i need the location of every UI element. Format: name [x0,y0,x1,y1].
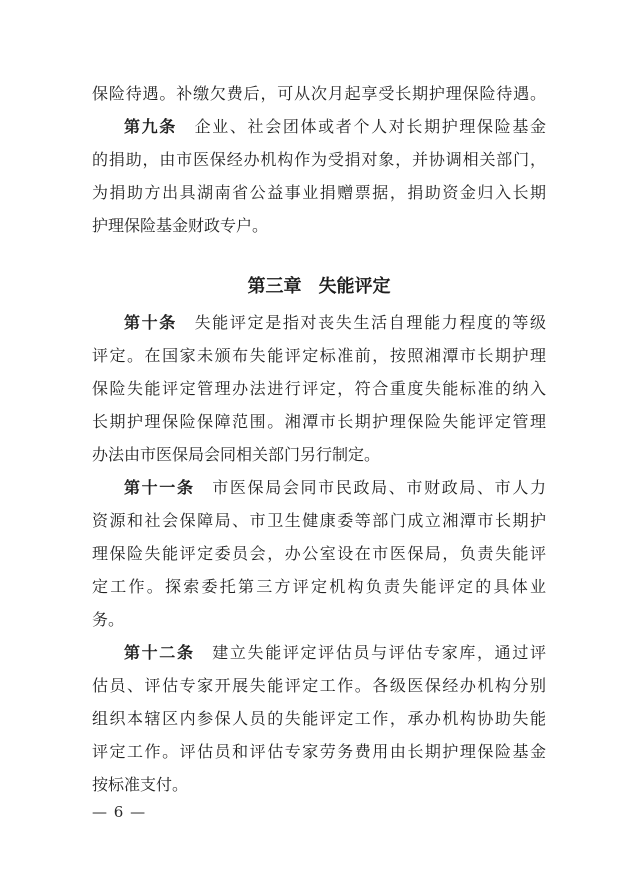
article-number-label: 第十条 [124,313,177,332]
body-line [92,77,546,110]
body-line [92,669,546,702]
line-text: 定工作。探索委托第三方评定机构负责失能评定的具体业 [92,577,546,596]
body-line [92,176,546,209]
body-line [92,702,546,735]
line-text: 组织本辖区内参保人员的失能评定工作，承办机构协助失能 [92,709,546,728]
body-line [92,735,546,768]
chapter-number: 第三章 [247,276,302,297]
line-text: 失能评定是指对丧失生活自理能力程度的等级 [176,313,546,332]
article-first-line [92,636,546,669]
body-line [92,768,546,801]
line-text: 按标准支付。 [92,775,189,794]
body-line [92,537,546,570]
body-line [92,570,546,603]
line-text: 长期护理保险保障范围。湘潭市长期护理保险失能评定管理 [92,412,546,431]
article-number-label: 第九条 [124,117,177,136]
line-text: 务。 [92,610,125,629]
line-text: 为捐助方出具湖南省公益事业捐赠票据，捐助资金归入长期 [92,183,546,202]
article-first-line [92,306,546,339]
line-text: 护理保险基金财政专户。 [92,216,269,235]
body-line [92,339,546,372]
line-text: 企业、社会团体或者个人对长期护理保险基金 [176,117,546,136]
line-text: 办法由市医保局会同相关部门另行制定。 [92,445,381,464]
chapter-heading [92,270,546,303]
line-text: 的捐助，由市医保经办机构作为受捐对象，并协调相关部门， [92,150,546,169]
line-text: 保险待遇。补缴欠费后，可从次月起享受长期护理保险待遇。 [92,84,546,103]
line-text: 建立失能评定评估员与评估专家库，通过评 [194,643,546,662]
line-text: 评定。在国家未颁布失能评定标准前，按照湘潭市长期护理 [92,346,546,365]
article-first-line [92,110,546,143]
page-number: — 6 — [92,803,147,821]
article-number-label: 第十一条 [124,478,195,497]
body-line [92,372,546,405]
body-line [92,209,546,242]
line-text: 保险失能评定管理办法进行评定，符合重度失能标准的纳入 [92,379,546,398]
line-text: 理保险失能评定委员会，办公室设在市医保局，负责失能评 [92,544,546,563]
body-line [92,143,546,176]
line-text: 资源和社会保障局、市卫生健康委等部门成立湘潭市长期护 [92,511,546,530]
body-line [92,438,546,471]
body-line [92,504,546,537]
article-first-line [92,471,546,504]
line-text: 评定工作。评估员和评估专家劳务费用由长期护理保险基金 [92,742,546,761]
line-text: 估员、评估专家开展失能评定工作。各级医保经办机构分别 [92,676,546,695]
article-number-label: 第十二条 [124,643,195,662]
line-text: 市医保局会同市民政局、市财政局、市人力 [194,478,546,497]
body-line [92,405,546,438]
chapter-title: 失能评定 [318,276,391,297]
body-line [92,603,546,636]
document-body [92,77,546,801]
